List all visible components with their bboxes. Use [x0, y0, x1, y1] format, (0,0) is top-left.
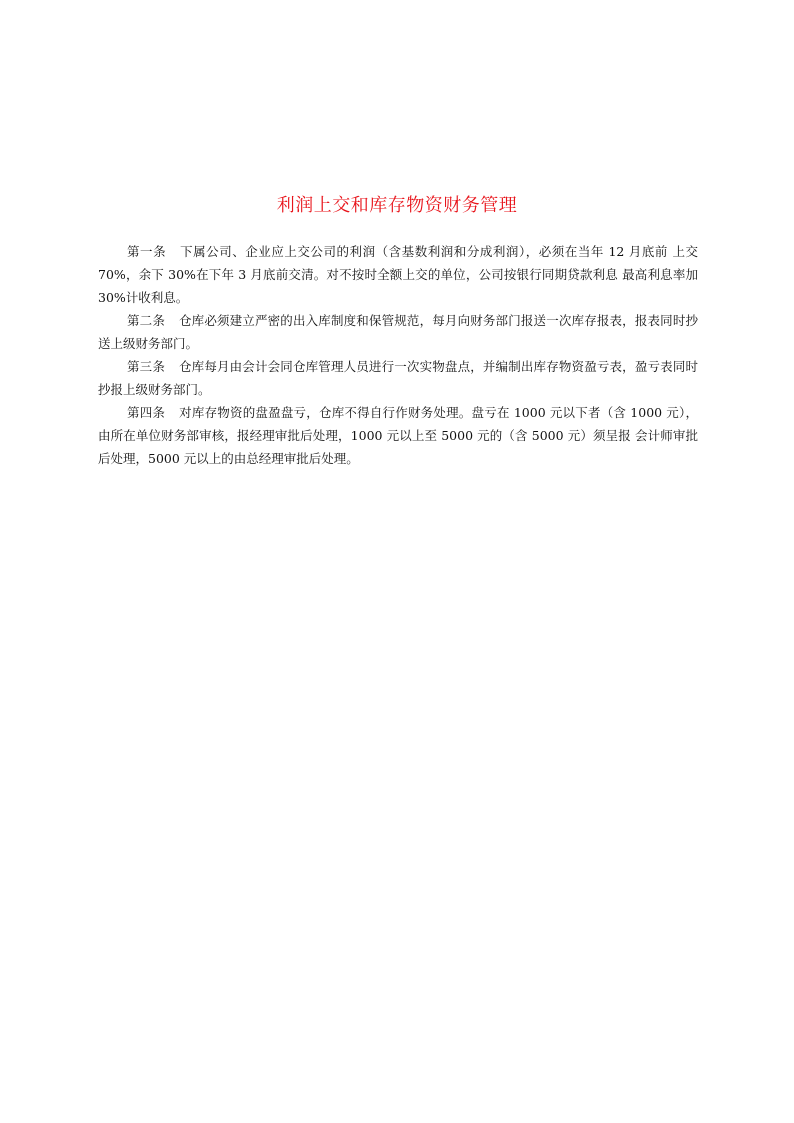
article-text: 对库存物资的盘盈盘亏，仓库不得自行作财务处理。盘亏在 1000 元以下者（含 1000 元），由所在单位财务部审核，报经理审批后处理，1000 元以上至 5000 元的（含 5000 元）须呈报 会计师审批后处理，5000 元以上的由总经理审批后处理。 — [98, 405, 698, 466]
article-4 — [98, 401, 698, 470]
article-text: 仓库每月由会计会同仓库管理人员进行一次实物盘点，并编制出库存物资盈亏表，盈亏表同时抄报上级财务部门。 — [98, 359, 698, 397]
article-number: 第一条 — [127, 244, 167, 259]
document-title: 利润上交和库存物资财务管理 — [276, 195, 518, 216]
article-text: 仓库必须建立严密的出入库制度和保管规范，每月向财务部门报送一次库存报表，报表同时抄送上级财务部门。 — [98, 313, 698, 351]
article-2 — [98, 309, 698, 355]
article-number: 第四条 — [127, 405, 166, 420]
article-3 — [98, 355, 698, 401]
article-1 — [98, 240, 698, 309]
article-number: 第三条 — [127, 359, 165, 374]
article-number: 第二条 — [127, 313, 165, 328]
article-text: 下属公司、企业应上交公司的利润（含基数利润和分成利润），必须在当年 12 月底前 上交 70%，余下 30%在下年 3 月底前交清。对不按时全额上交的单位，公司按银行同期贷款利息 最高利息率加 30%计收利息。 — [98, 244, 698, 305]
document-body — [98, 240, 698, 470]
